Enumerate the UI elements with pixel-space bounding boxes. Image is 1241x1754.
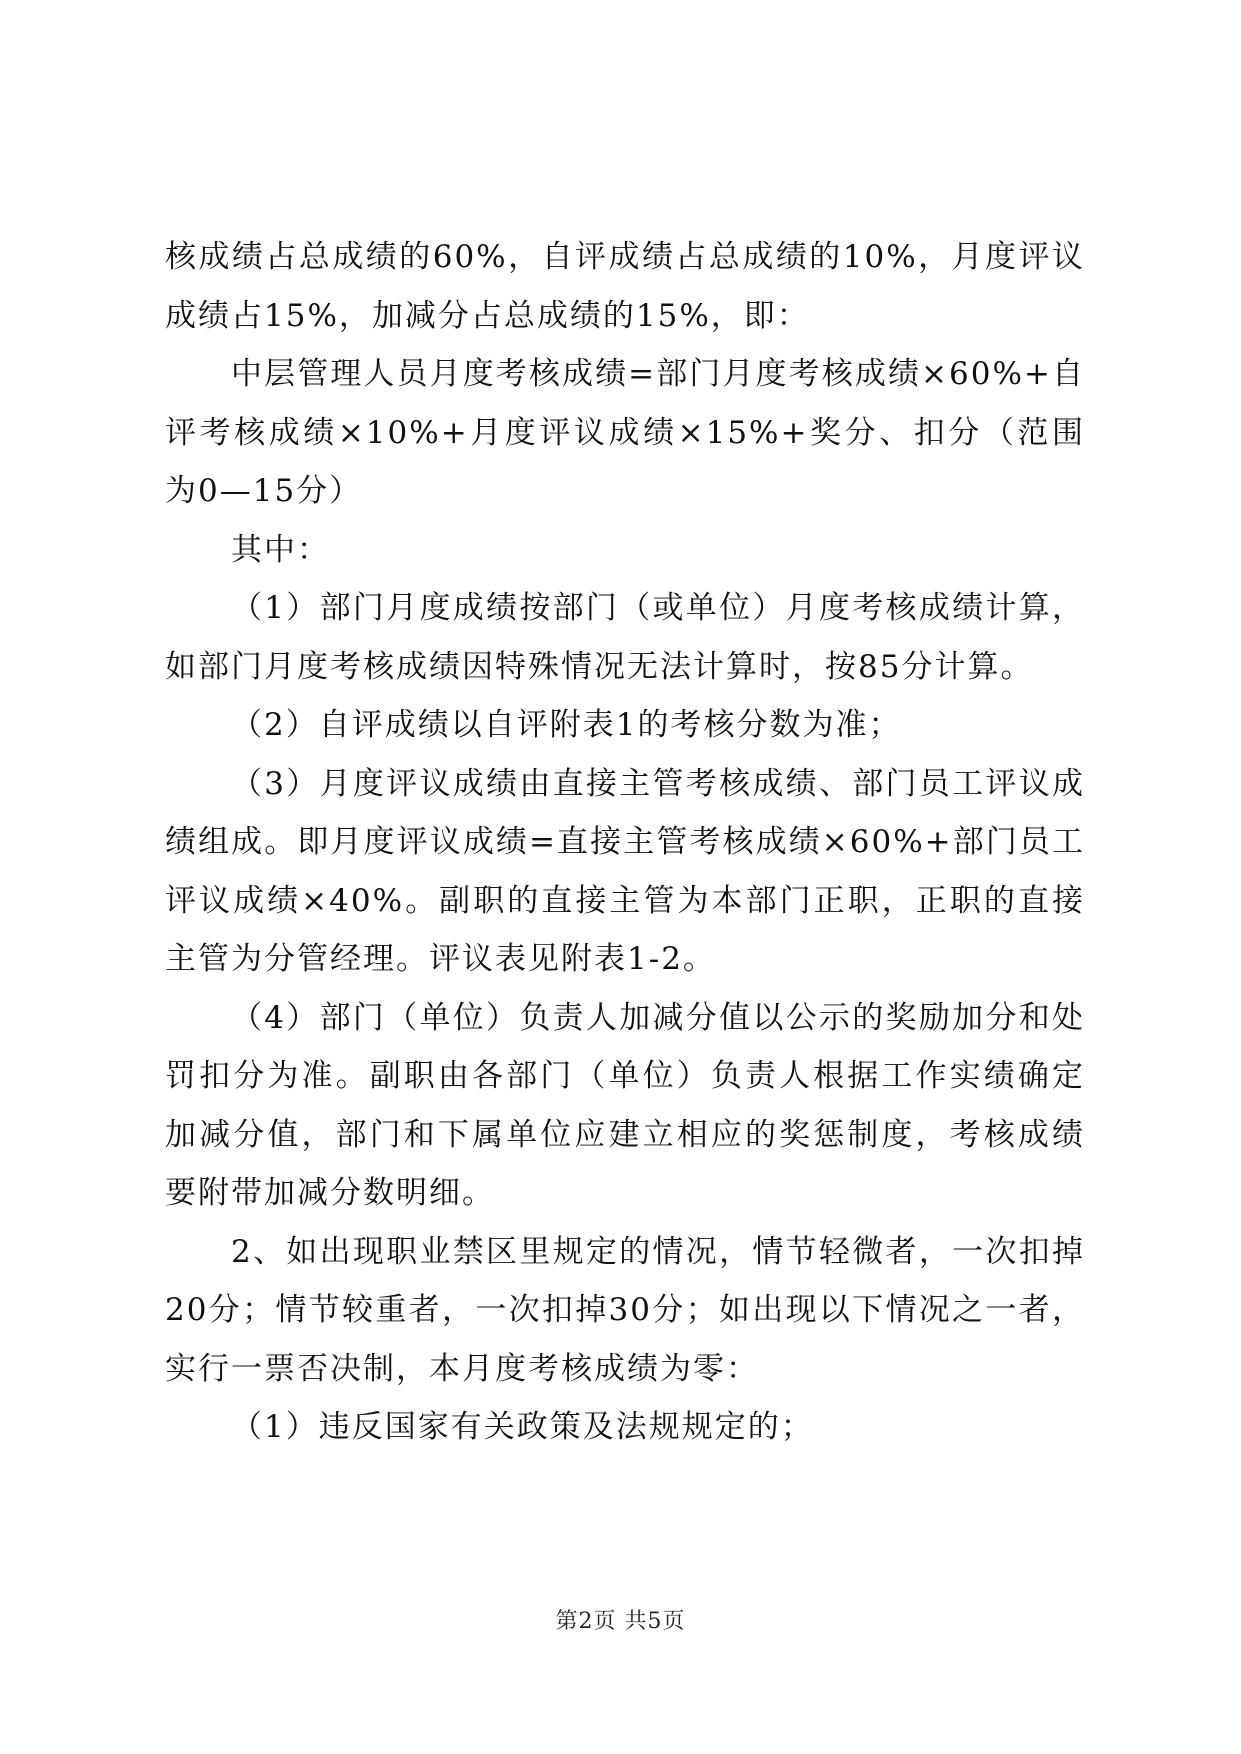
paragraph-section-2-item-1: （1）违反国家有关政策及法规规定的；: [231, 1409, 814, 1445]
paragraph-section-2: 2、如出现职业禁区里规定的情况，情节轻微者，一次扣掉20分；情节较重者，一次扣掉30分；如出现以下情况之一者，实行一票否决制，本月度考核成绩为零：: [165, 1233, 1085, 1387]
paragraph-item-3: （3）月度评议成绩由直接主管考核成绩、部门员工评议成绩组成。即月度评议成绩=直接主管考核成绩×60%+部门员工评议成绩×40%。副职的直接主管为本部门正职，正职的直接主管为分管经理。评议表见附表1-2。: [165, 765, 1085, 977]
paragraph-item-4: （4）部门（单位）负责人加减分值以公示的奖励加分和处罚扣分为准。副职由各部门（单位）负责人根据工作实绩确定加减分值，部门和下属单位应建立相应的奖惩制度，考核成绩要附带加减分数明细。: [165, 999, 1085, 1211]
paragraph-weights: 核成绩占总成绩的60%，自评成绩占总成绩的10%，月度评议成绩占15%，加减分占总成绩的15%，即：: [165, 239, 1085, 334]
paragraph-formula: 中层管理人员月度考核成绩=部门月度考核成绩×60%+自评考核成绩×10%+月度评议成绩×15%+奖分、扣分（范围为0—15分）: [165, 356, 1085, 509]
paragraph-item-1: （1）部门月度成绩按部门（或单位）月度考核成绩计算，如部门月度考核成绩因特殊情况无法计算时，按85分计算。: [165, 590, 1085, 685]
paragraph-among: 其中：: [231, 531, 330, 568]
document-body: [165, 228, 1085, 1457]
paragraph-item-2: （2）自评成绩以自评附表1的考核分数为准；: [231, 707, 902, 743]
page-number-footer: 第2页 共5页: [555, 1609, 686, 1634]
